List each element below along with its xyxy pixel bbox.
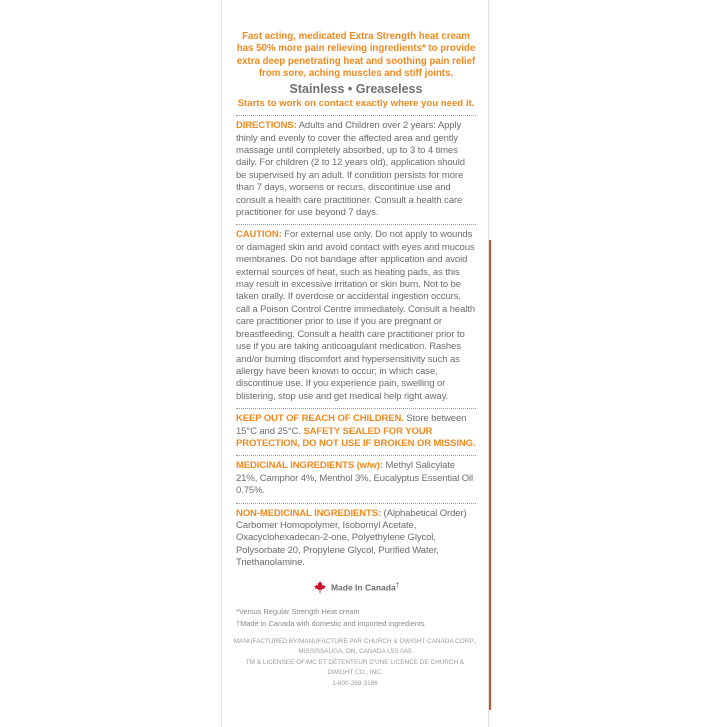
intro-pre: Fast acting, medicated (242, 31, 350, 42)
made-in-canada (236, 580, 476, 596)
non-medicinal-heading: NON-MEDICINAL INGREDIENTS: (236, 507, 382, 519)
directions-section (236, 120, 476, 219)
package-panel (221, 0, 489, 727)
directions-text: Adults and Children over 2 years: Apply thinly and evenly to cover the affected area and gently massage until completely absorbed, up to 3 to 4 times daily. For children (2 to 12 years old), application should be supervised by an adult. If condition persists for more than 7 days, worsens or recurs, discontinue use and consult a health care practitioner. Consult a health care practitioner for use beyond 7 days. (236, 120, 465, 219)
intro-post: heat cream has 50% more pain relieving ingredients* to provide extra deep penetrating heat and soothing pain relief from sore, aching muscles and stiff joints. (236, 31, 476, 79)
non-medicinal-text: (Alphabetical Order) Carbomer Homopolymer, Isobornyl Acetate, Oxacyclohexadecan-2-one, Polyethylene Glycol, Polysorbate 20, Propylene Glycol, Purified Water, Triethanolamine. (236, 507, 467, 569)
footnote-made-in: †Made in Canada with domestic and imported ingredients (236, 618, 425, 628)
made-in-dagger: † (395, 582, 400, 589)
divider (236, 115, 476, 116)
medicinal-text: Methyl Salicylate 21%, Camphor 4%, Menthol 3%, Eucalyptus Essential Oil 0.75%. (236, 460, 474, 497)
medicinal-section (236, 460, 476, 497)
tagline: Stainless • Greaseless (289, 82, 423, 97)
manufacturer-line: MANUFACTURED BY/MANUFACTURÉ PAR CHURCH & DWIGHT CANADA CORP., (233, 638, 477, 645)
panel-content (236, 31, 476, 630)
caution-heading: CAUTION: (236, 229, 282, 241)
footnote-versus: *Versus Regular Strength Heat cream (236, 606, 360, 616)
caution-section (236, 229, 476, 403)
manufacturer-block (232, 637, 478, 689)
divider (236, 503, 476, 504)
medicinal-heading: MEDICINAL INGREDIENTS (w/w): (236, 460, 383, 472)
keep-out-heading: KEEP OUT OF REACH OF CHILDREN. (236, 413, 404, 425)
divider (236, 224, 476, 225)
divider (236, 408, 476, 409)
manufacturer-line: TM & LICENSEE OF/MC ET DÉTENTEUR D'UNE LICENCE DE CHURCH & DWIGHT CO., INC. (245, 658, 465, 677)
divider (236, 455, 476, 456)
starts-text: Starts to work on contact exactly where you need it. (237, 98, 475, 110)
intro-text (236, 31, 476, 80)
caution-text: For external use only. Do not apply to wounds or damaged skin and avoid contact with eyes and mucous membranes. Do not bandage after application and avoid external sources of heat, such as heating pads, as this may result in excessive irritation or skin burn. Not to be taken orally. If overdose or accidental ingestion occurs, call a Poison Control Centre immediately. Consult a health care practitioner prior to use if you are pregnant or breastfeeding. Consult a health care practitioner prior to use if you are taking anticoagulant medication. Rashes and/or burning discomfort and hypersensitivity such as allergy have been known to occur; in which case, discontinue use. If you experience pain, swelling or blistering, stop use and get medical help right away. (236, 229, 476, 402)
keep-out-text: Store between 15°C and 25°C. (236, 413, 467, 437)
made-in-canada-label: Made In Canada (330, 581, 396, 592)
non-medicinal-section (236, 508, 476, 570)
safety-sealed-text: SAFETY SEALED FOR YOUR PROTECTION, DO NOT USE IF BROKEN OR MISSING. (236, 425, 476, 449)
manufacturer-phone: 1-800-268-3186 (332, 679, 378, 687)
maple-leaf-icon (313, 580, 327, 596)
manufacturer-line: MISSISSAUGA, ON, CANADA L5S 0A5 (298, 648, 412, 656)
keep-out-section (236, 413, 476, 450)
directions-heading: DIRECTIONS: (236, 120, 297, 132)
intro-term: Extra Strength (349, 31, 417, 42)
